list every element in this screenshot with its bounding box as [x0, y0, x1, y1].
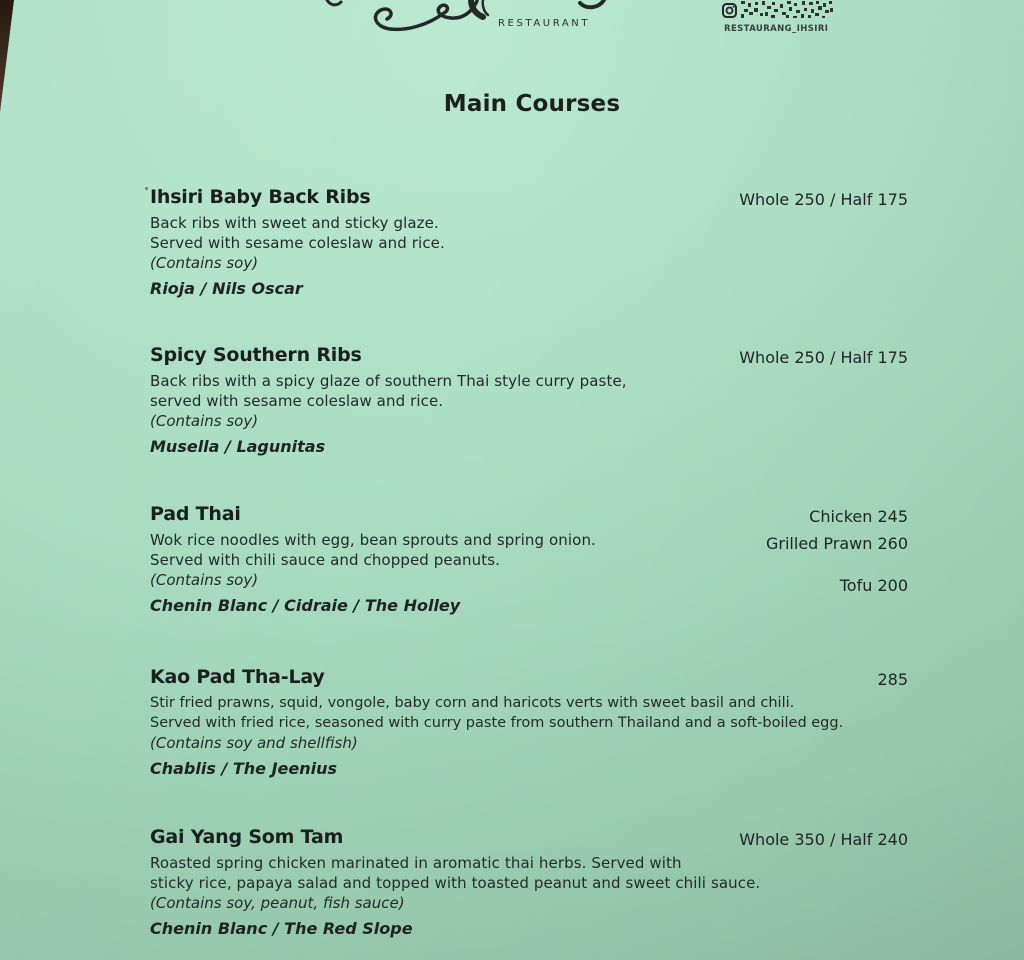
item-description-line: Back ribs with sweet and sticky glaze.	[150, 214, 439, 232]
item-prices	[739, 830, 908, 850]
item-name: Gai Yang Som Tam	[150, 826, 344, 848]
item-name: Ihsiri Baby Back Ribs	[150, 186, 371, 208]
item-allergens: (Contains soy and shellfish)	[150, 734, 358, 752]
item-description-line: Served with sesame coleslaw and rice.	[150, 234, 445, 252]
item-pairings: Chenin Blanc / The Red Slope	[150, 919, 413, 938]
item-pairings: Chablis / The Jeenius	[150, 759, 338, 778]
item-allergens: (Contains soy)	[150, 254, 259, 272]
page-title: Main Courses	[443, 91, 621, 117]
item-description-line: Roasted spring chicken marinated in aromatic thai herbs. Served with	[150, 854, 682, 872]
item-pairings: Chenin Blanc / Cidraie / The Holley	[150, 596, 461, 615]
item-description-line: sticky rice, papaya salad and topped with toasted peanut and sweet chili sauce.	[150, 874, 761, 892]
item-price: 285	[877, 670, 908, 689]
item-allergens: (Contains soy)	[150, 571, 259, 589]
item-name: Pad Thai	[150, 503, 241, 525]
qr-noise	[741, 1, 833, 18]
menu-item-gai-yang-som-tam	[150, 825, 908, 940]
item-price: Grilled Prawn 260	[766, 534, 908, 553]
item-description-line: Served with chili sauce and chopped peanuts.	[150, 551, 500, 569]
item-allergens: (Contains soy, peanut, fish sauce)	[150, 894, 405, 912]
item-name: Kao Pad Tha-Lay	[150, 666, 325, 688]
item-prices	[739, 348, 908, 368]
item-description-line: Back ribs with a spicy glaze of southern Thai style curry paste,	[150, 372, 627, 390]
item-price: Tofu 200	[839, 576, 908, 595]
wood-table-edge	[0, 0, 16, 118]
paper-speck	[145, 187, 148, 190]
item-price: Chicken 245	[809, 507, 908, 526]
instagram-handle: RESTAURANG_IHSIRI	[724, 24, 829, 34]
item-price: Whole 250 / Half 175	[739, 190, 908, 209]
item-pairings: Musella / Lagunitas	[150, 437, 326, 456]
item-prices	[766, 507, 908, 596]
menu-item-spicy-southern-ribs	[150, 343, 908, 458]
menu-item-ihsiri-baby-back-ribs	[150, 185, 908, 300]
restaurant-wordmark: RESTAURANT	[498, 18, 591, 29]
item-prices	[739, 190, 908, 210]
item-prices	[877, 670, 908, 690]
item-description-line: Wok rice noodles with egg, bean sprouts and spring onion.	[150, 531, 596, 549]
item-pairings: Rioja / Nils Oscar	[150, 279, 303, 298]
instagram-camera-icon	[723, 4, 736, 17]
item-name: Spicy Southern Ribs	[150, 344, 362, 366]
menu-item-kao-pad-tha-lay	[150, 665, 908, 780]
item-allergens: (Contains soy)	[150, 412, 259, 430]
item-description-line: served with sesame coleslaw and rice.	[150, 392, 444, 410]
instagram-nametag-qr	[722, 0, 834, 22]
item-price: Whole 350 / Half 240	[739, 830, 908, 849]
item-price: Whole 250 / Half 175	[739, 348, 908, 367]
menu-item-pad-thai	[150, 502, 908, 617]
item-description-line: Stir fried prawns, squid, vongole, baby corn and haricots verts with sweet basil and chili.	[150, 695, 795, 711]
item-description-line: Served with fried rice, seasoned with curry paste from southern Thailand and a soft-boiled egg.	[150, 715, 844, 731]
